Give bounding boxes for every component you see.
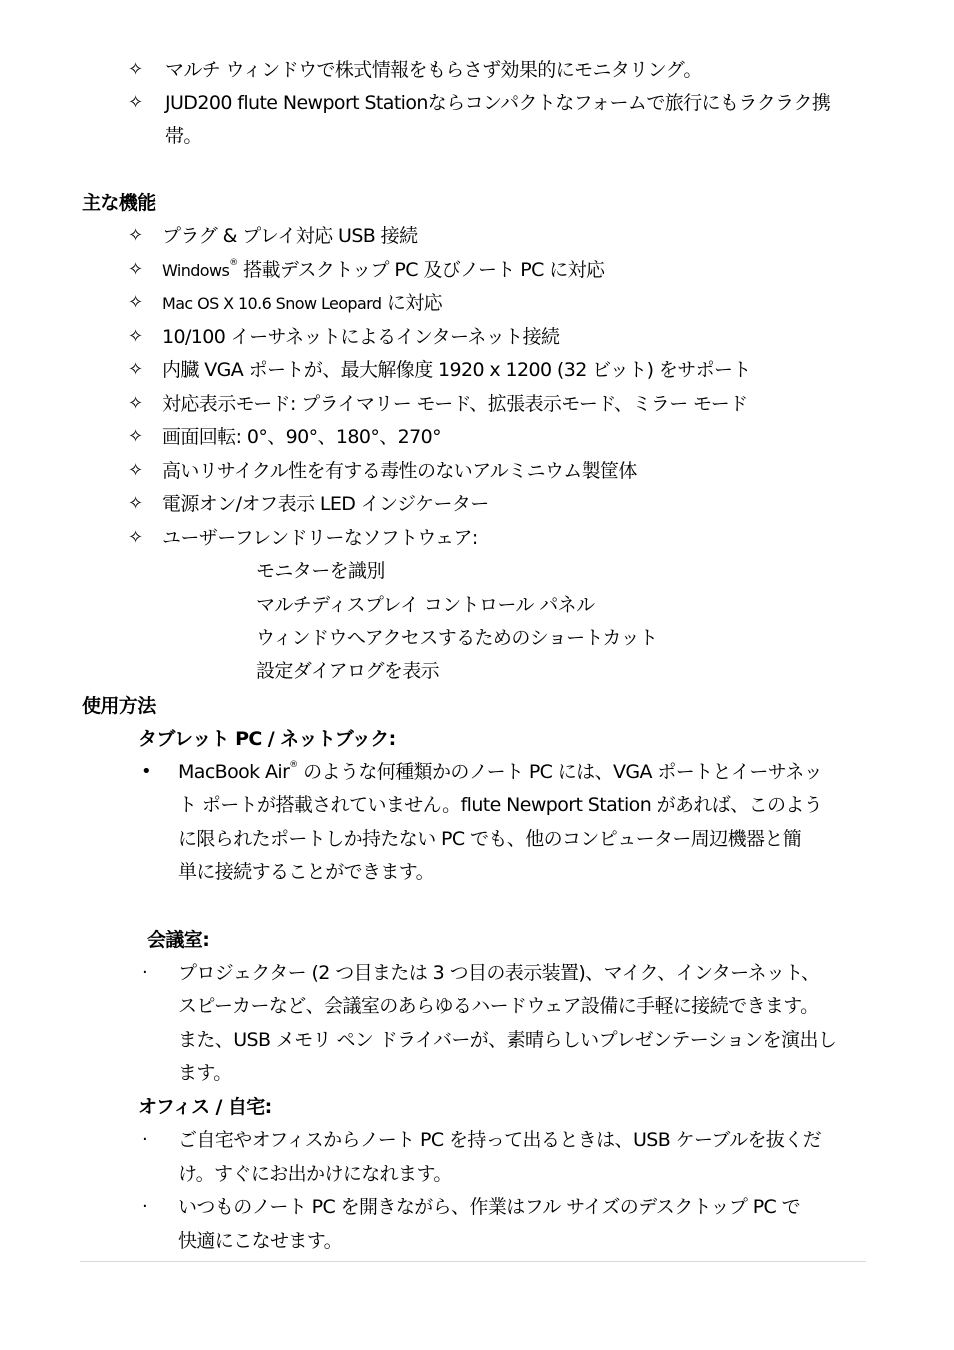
software-item: マルチディスプレイ コントロール パネル: [256, 594, 595, 616]
feature-item: ユーザーフレンドリーなソフトウェア:: [162, 527, 478, 549]
bullet-dot-icon: •: [141, 761, 152, 782]
feature-item: 電源オン/オフ表示 LED インジケーター: [162, 493, 489, 515]
paragraph-text: のような何種類かのノート PC には、VGA ポートとイーサネッ: [297, 761, 823, 783]
feature-item: 高いリサイクル性を有する毒性のないアルミニウム製筐体: [162, 460, 637, 482]
paragraph-line: ご自宅やオフィスからノート PC を持って出るときは、USB ケーブルを抜くだ: [178, 1129, 822, 1151]
bullet-icon: ✧: [128, 259, 144, 280]
bullet-icon: ✧: [128, 460, 144, 481]
bullet-icon: ✧: [128, 393, 144, 414]
section-heading-features: 主な機能: [82, 192, 156, 214]
feature-item: 対応表示モード: プライマリー モード、拡張表示モード、ミラー モード: [162, 393, 748, 415]
subheading-office: オフィス / 自宅:: [138, 1096, 272, 1118]
bullet-icon: ✧: [128, 92, 144, 113]
feature-text: Mac OS X 10.6 Snow Leopard: [162, 294, 382, 313]
bullet-icon: ✧: [128, 426, 144, 447]
intro-item-cont: 帯。: [165, 125, 202, 147]
footer-divider: [80, 1261, 866, 1262]
paragraph-line: 単に接続することができます。: [178, 861, 435, 883]
subheading-tablet: タブレット PC / ネットブック:: [138, 728, 396, 750]
section-heading-usage: 使用方法: [82, 695, 156, 717]
software-item: 設定ダイアログを表示: [256, 660, 440, 682]
paragraph-line: に限られたポートしか持たない PC でも、他のコンピューター周辺機器と簡: [178, 828, 802, 850]
paragraph-line: 快適にこなせます。: [178, 1230, 343, 1252]
intro-item: マルチ ウィンドウで株式情報をもらさず効果的にモニタリング。: [165, 59, 702, 81]
bullet-dot-icon: ·: [142, 1129, 148, 1150]
feature-item: [162, 291, 442, 316]
bullet-icon: ✧: [128, 359, 144, 380]
software-item: ウィンドウへアクセスするためのショートカット: [256, 627, 658, 649]
bullet-dot-icon: ·: [142, 962, 148, 983]
paragraph-line: ト ポートが搭載されていません。flute Newport Station があれば、このよう: [178, 794, 823, 816]
bullet-icon: ✧: [128, 292, 144, 313]
subheading-meeting: 会議室:: [147, 929, 210, 951]
feature-item: 画面回転: 0°、90°、180°、270°: [162, 426, 442, 448]
feature-item: プラグ & プレイ対応 USB 接続: [162, 225, 418, 247]
feature-text: 搭載デスクトップ PC 及びノート PC に対応: [237, 259, 605, 281]
bullet-icon: ✧: [128, 59, 144, 80]
registered-mark: ®: [289, 760, 298, 770]
paragraph-line: いつものノート PC を開きながら、作業はフル サイズのデスクトップ PC で: [178, 1196, 801, 1218]
paragraph-line: [178, 760, 822, 784]
feature-item: 10/100 イーサネットによるインターネット接続: [162, 326, 560, 348]
paragraph-line: スピーカーなど、会議室のあらゆるハードウェア設備に手軽に接続できます。: [178, 995, 819, 1017]
feature-item: [162, 258, 604, 283]
bullet-icon: ✧: [128, 527, 144, 548]
bullet-dot-icon: ·: [142, 1196, 148, 1217]
paragraph-line: プロジェクター (2 つ目または 3 つ目の表示装置)、マイク、インターネット、: [178, 962, 820, 984]
paragraph-line: また、USB メモリ ペン ドライバーが、素晴らしいプレゼンテーションを演出し: [178, 1029, 837, 1051]
feature-text: Windows: [162, 261, 230, 280]
bullet-icon: ✧: [128, 326, 144, 347]
paragraph-line: ます。: [178, 1062, 232, 1084]
registered-mark: ®: [229, 258, 238, 268]
intro-item: JUD200 flute Newport Stationならコンパクトなフォームで旅行にもラクラク携: [165, 92, 831, 114]
bullet-icon: ✧: [128, 225, 144, 246]
feature-item: 内臓 VGA ポートが、最大解像度 1920 x 1200 (32 ビット) をサポート: [162, 359, 751, 381]
paragraph-line: け。すぐにお出かけになれます。: [178, 1163, 452, 1185]
bullet-icon: ✧: [128, 493, 144, 514]
software-item: モニターを識別: [256, 560, 385, 582]
feature-text: に対応: [381, 292, 443, 314]
product-name: MacBook Air: [178, 761, 290, 783]
